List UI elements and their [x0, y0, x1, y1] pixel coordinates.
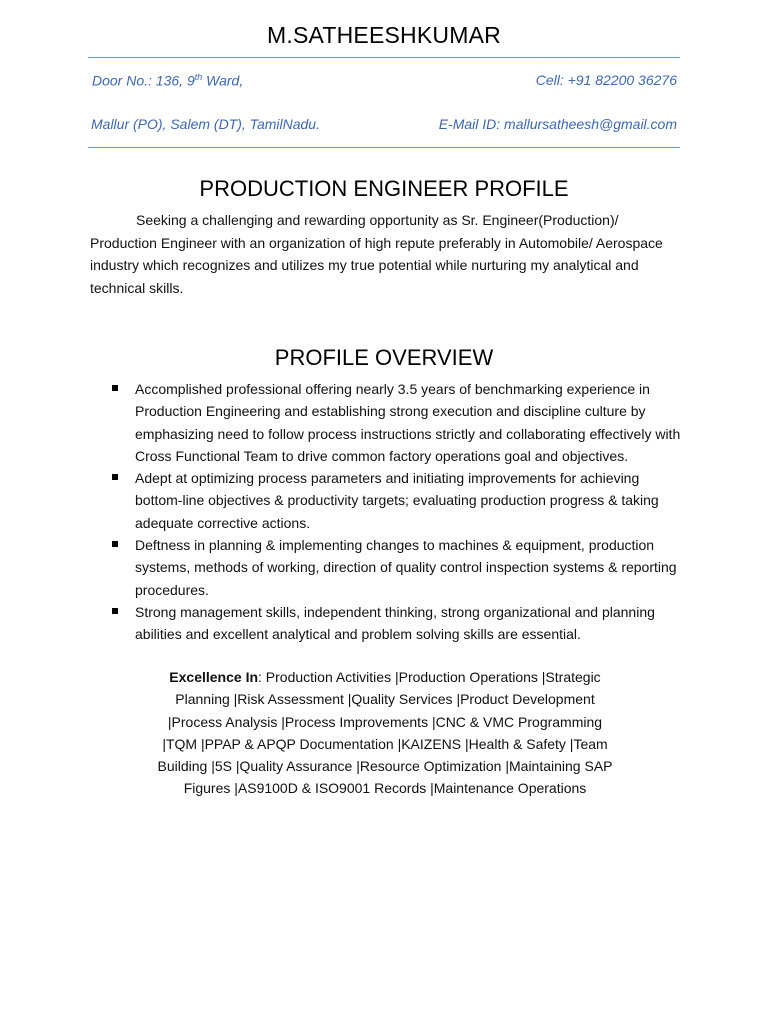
address-line-1-suffix: Ward,: [202, 72, 244, 89]
header-bottom-rule: [88, 147, 680, 148]
list-item: [90, 378, 682, 467]
profile-objective: [90, 209, 682, 299]
address-line-2: Mallur (PO), Salem (DT), TamilNadu.: [91, 116, 320, 132]
square-bullet-icon: [112, 474, 118, 480]
square-bullet-icon: [112, 541, 118, 547]
bullet-text: Accomplished professional offering nearly 3.5 years of benchmarking experience in Production Engineering and establishing strong execution and discipline culture by emphasizing need to follow process instructions strictly and collaborating effectively with Cross Functional Team to drive common factory operations goal and objectives.: [135, 381, 681, 464]
square-bullet-icon: [112, 385, 118, 391]
list-item: [90, 467, 682, 534]
address-line-1-superscript: th: [194, 72, 203, 82]
list-item: [90, 534, 682, 601]
bullet-text: Deftness in planning & implementing changes to machines & equipment, production systems, methods of working, direction of quality control inspection systems & reporting procedures.: [135, 537, 677, 598]
overview-bullet-list: [90, 378, 682, 646]
excellence-label: Excellence In: [169, 669, 259, 685]
profile-section-title: PRODUCTION ENGINEER PROFILE: [199, 176, 569, 201]
excellence-list: : Production Activities |Production Operations |Strategic Planning |Risk Assessment |Quality Services |Product Development |Process Analysis |Process Improvements |CNC & VMC Programming |TQM |PPAP & APQP Documentation |KAIZENS |Health & Safety |Team Building |5S |Quality Assurance |Resource Optimization |Maintaining SAP Figures |AS9100D & ISO9001 Records |Maintenance Operations: [157, 669, 613, 797]
bullet-text: Adept at optimizing process parameters and initiating improvements for achieving bottom-line objectives & productivity targets; evaluating production progress & taking adequate corrective actions.: [135, 470, 659, 531]
square-bullet-icon: [112, 608, 118, 614]
header-top-rule: [88, 57, 680, 58]
address-line-1-prefix: Door No.: 136, 9: [92, 72, 195, 89]
excellence-block: [150, 666, 620, 800]
address-line-1: [92, 72, 243, 89]
email-address: E-Mail ID: mallursatheesh@gmail.com: [438, 116, 677, 132]
cell-number: Cell: +91 82200 36276: [535, 72, 677, 88]
candidate-name: M.SATHEESHKUMAR: [267, 22, 501, 48]
bullet-text: Strong management skills, independent thinking, strong organizational and planning abilities and excellent analytical and problem solving skills are essential.: [135, 603, 655, 643]
list-item: [90, 601, 682, 646]
profile-objective-text: Seeking a challenging and rewarding opportunity as Sr. Engineer(Production)/ Production Engineer with an organization of high repute preferably in Automobile/ Aerospace industry which recognizes and utilizes my true potential while nurturing my analytical and technical skills.: [90, 212, 663, 296]
overview-section-title: PROFILE OVERVIEW: [274, 345, 494, 370]
